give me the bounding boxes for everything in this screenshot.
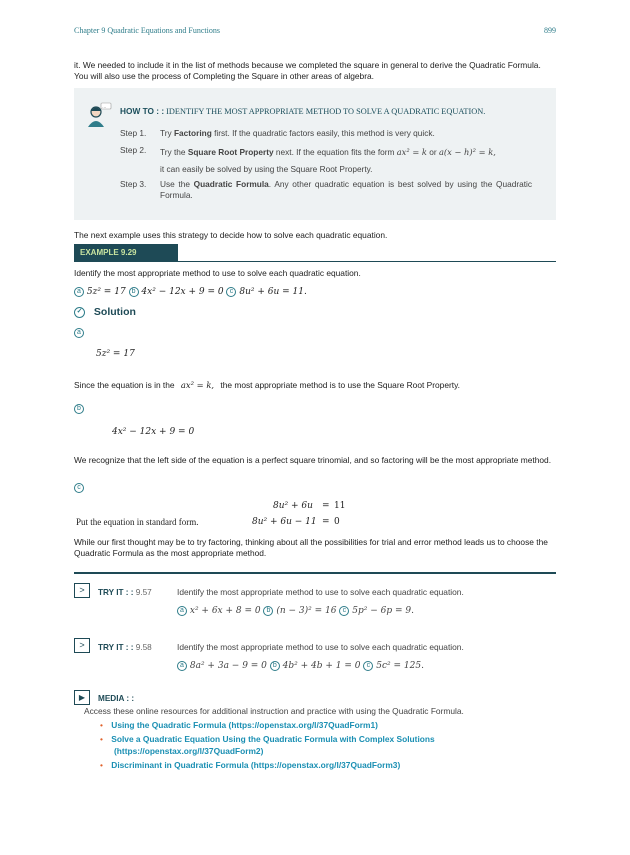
play-icon[interactable]: ▶ <box>74 690 90 705</box>
label-b-icon: b <box>129 287 139 297</box>
bullet-icon: • <box>100 760 103 771</box>
solution-b-text: We recognize that the left side of the equation is a perfect square trinomial, and so factoring will be the most appropriate method. <box>74 455 552 465</box>
chapter-title: Chapter 9 Quadratic Equations and Functions <box>74 26 220 35</box>
solution-a-equation: 5z² = 17 <box>96 349 135 359</box>
bullet-icon: • <box>100 734 103 745</box>
link-quadform3[interactable]: Discriminant in Quadratic Formula (https://openstax.org/l/37QuadForm3) <box>111 760 401 771</box>
howto-box <box>74 88 556 220</box>
solution-c-row2-label: Put the equation in standard form. <box>76 517 199 527</box>
try2-prompt: Identify the most appropriate method to use to solve each quadratic equation. <box>177 642 464 652</box>
try2-part-a: 8a² + 3a − 9 = 0 <box>189 661 267 671</box>
page-number: 899 <box>544 26 556 35</box>
try1-prompt: Identify the most appropriate method to use to solve each quadratic equation. <box>177 587 464 597</box>
label-a-icon: a <box>177 606 187 616</box>
solution-c-row2-lhs: 8u² + 6u − 11 <box>252 517 317 527</box>
step-1-text: Try Factoring first. If the quadratic factors easily, this method is very quick. <box>160 128 435 138</box>
solution-c-row2-rhs: 0 <box>334 517 340 527</box>
example-part-c: 8u² + 6u = 11. <box>239 287 307 297</box>
example-label: EXAMPLE 9.29 <box>74 244 178 261</box>
label-c-icon: c <box>74 483 84 493</box>
step-3-text: Use the Quadratic Formula. Any other quadratic equation is best solved by using the Quadratic Formula. <box>160 179 533 201</box>
try1-part-c: 5p² − 6p = 9. <box>352 606 414 616</box>
step-1-number: Step 1. <box>120 128 147 138</box>
chevron-right-icon[interactable]: > <box>74 583 90 598</box>
label-c-icon: c <box>363 661 373 671</box>
try1-part-a: x² + 6x + 8 = 0 <box>189 606 261 616</box>
try-it-label: TRY IT : : 9.57 <box>98 588 152 597</box>
link-quadform2[interactable]: Solve a Quadratic Equation Using the Quadratic Formula with Complex Solutions <box>111 734 435 745</box>
solution-c-row1-lhs: 8u² + 6u <box>273 501 313 511</box>
bullet-icon: • <box>100 720 103 730</box>
solution-c-row1-rhs: 11 <box>334 501 346 511</box>
media-label: MEDIA : : <box>98 694 135 703</box>
solution-c-text: While our first thought may be to try factoring, thinking about all the possibilities for trial and error method leads us to choose the Quadratic Formula as the most appropriate method. <box>74 537 548 559</box>
example-part-a: 5z² = 17 <box>86 287 126 297</box>
step-2-line2: it can easily be solved by using the Square Root Property. <box>160 164 373 174</box>
solution-c-row2-eq: = <box>322 517 330 527</box>
svg-text:...: ... <box>102 103 107 109</box>
solution-a-marker <box>74 327 84 338</box>
example-part-b: 4x² − 12x + 9 = 0 <box>141 287 224 297</box>
link-quadform2-url[interactable]: (https://openstax.org/l/37QuadForm2) <box>114 745 264 756</box>
label-a-icon: a <box>74 328 84 338</box>
try2-part-c: 5c² = 125. <box>376 661 424 671</box>
list-item <box>100 720 435 731</box>
label-a-icon: a <box>74 287 84 297</box>
step-2-number: Step 2. <box>120 145 147 155</box>
example-end-divider <box>74 572 556 574</box>
solution-b-equation: 4x² − 12x + 9 = 0 <box>112 427 195 437</box>
try-it-label: TRY IT : : 9.58 <box>98 643 152 652</box>
solution-c-row1-eq: = <box>322 501 330 511</box>
list-item <box>100 760 435 771</box>
label-b-icon: b <box>263 606 273 616</box>
label-b-icon: b <box>74 404 84 414</box>
howto-title: HOW TO : : IDENTIFY THE MOST APPROPRIATE METHOD TO SOLVE A QUADRATIC EQUATION. <box>120 106 486 116</box>
solution-heading: ✓ Solution <box>74 305 136 319</box>
next-example-text: The next example uses this strategy to decide how to solve each quadratic equation. <box>74 230 388 240</box>
solution-b-marker <box>74 403 84 414</box>
label-a-icon: a <box>177 661 187 671</box>
try1-parts <box>177 605 414 617</box>
step-3-number: Step 3. <box>120 179 147 189</box>
example-divider <box>74 261 556 262</box>
chevron-right-icon[interactable]: > <box>74 638 90 653</box>
label-c-icon: c <box>226 287 236 297</box>
label-c-icon: c <box>339 606 349 616</box>
example-prompt: Identify the most appropriate method to use to solve each quadratic equation. <box>74 268 361 278</box>
example-parts <box>74 286 307 298</box>
media-link-list <box>100 720 435 771</box>
step-2-text: Try the Square Root Property next. If the equation fits the form ax² = k or a(x − h)² = k, <box>160 147 496 157</box>
link-quadform1[interactable]: Using the Quadratic Formula (https://openstax.org/l/37QuadForm1) <box>111 720 378 730</box>
try1-part-b: (n − 3)² = 16 <box>276 606 337 616</box>
intro-paragraph: it. We needed to include it in the list of methods because we completed the square in general to derive the Quadratic Formula. You will also use the process of Completing the Square in other areas of algebra. <box>74 60 541 82</box>
try2-part-b: 4b² + 4b + 1 = 0 <box>282 661 361 671</box>
person-icon <box>86 102 112 128</box>
solution-a-text: Since the equation is in the ax² = k, the most appropriate method is to use the Square Root Property. <box>74 380 460 390</box>
solution-c-marker <box>74 482 84 493</box>
checkmark-icon: ✓ <box>74 307 85 318</box>
label-b-icon: b <box>270 661 280 671</box>
page-header <box>74 26 556 38</box>
list-item <box>100 734 435 745</box>
media-text: Access these online resources for additional instruction and practice with using the Quadratic Formula. <box>84 706 464 716</box>
list-item-continuation <box>114 746 435 757</box>
try2-parts <box>177 660 424 672</box>
